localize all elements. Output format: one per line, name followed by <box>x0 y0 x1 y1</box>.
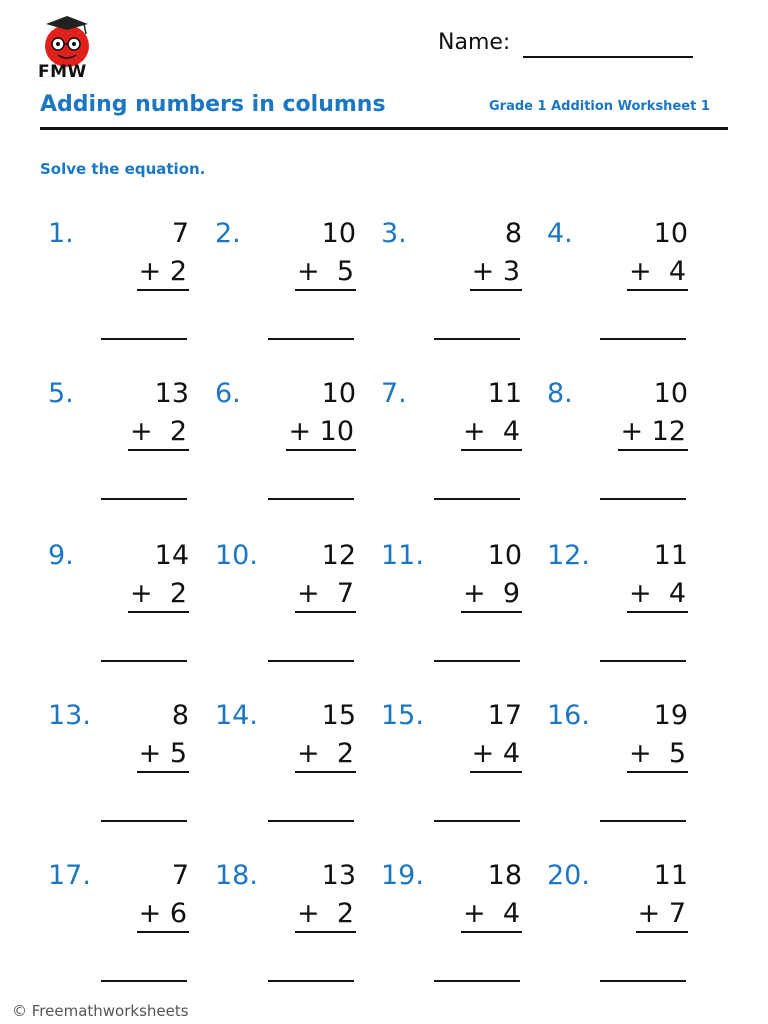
addend-top: 12 <box>321 540 356 571</box>
problem-13 <box>48 700 213 850</box>
problem-number: 12. <box>547 540 590 571</box>
addend-top: 14 <box>154 540 189 571</box>
logo-text: FMW <box>38 62 87 82</box>
answer-line[interactable] <box>434 498 520 500</box>
problem-4 <box>547 218 712 368</box>
addend-top: 8 <box>504 218 522 249</box>
addend-top: 17 <box>487 700 522 731</box>
answer-line[interactable] <box>434 338 520 340</box>
problem-16 <box>547 700 712 850</box>
addend-top: 10 <box>653 218 688 249</box>
addend-bottom: + 7 <box>636 898 688 933</box>
answer-line[interactable] <box>101 820 187 822</box>
problem-number: 7. <box>381 378 407 409</box>
problem-3 <box>381 218 546 368</box>
problem-number: 20. <box>547 860 590 891</box>
problem-2 <box>215 218 380 368</box>
name-field-line[interactable] <box>523 56 693 58</box>
addend-top: 10 <box>653 378 688 409</box>
answer-line[interactable] <box>268 820 354 822</box>
problem-number: 3. <box>381 218 407 249</box>
problem-9 <box>48 540 213 690</box>
addend-bottom: + 10 <box>286 416 356 451</box>
problem-number: 2. <box>215 218 241 249</box>
addend-bottom: + 5 <box>137 738 189 773</box>
problem-10 <box>215 540 380 690</box>
problem-number: 19. <box>381 860 424 891</box>
addend-bottom: + 4 <box>627 578 688 613</box>
copyright-footer: © Freemathworksheets <box>12 1002 189 1020</box>
problem-number: 16. <box>547 700 590 731</box>
answer-line[interactable] <box>600 498 686 500</box>
answer-line[interactable] <box>600 980 686 982</box>
problem-15 <box>381 700 546 850</box>
answer-line[interactable] <box>268 498 354 500</box>
problem-20 <box>547 860 712 1010</box>
answer-line[interactable] <box>101 338 187 340</box>
problem-number: 8. <box>547 378 573 409</box>
addend-bottom: + 4 <box>461 898 522 933</box>
instruction-text: Solve the equation. <box>40 160 206 178</box>
addend-bottom: + 12 <box>618 416 688 451</box>
addend-bottom: + 2 <box>128 578 189 613</box>
addend-bottom: + 4 <box>461 416 522 451</box>
problem-12 <box>547 540 712 690</box>
addend-top: 13 <box>321 860 356 891</box>
answer-line[interactable] <box>268 660 354 662</box>
answer-line[interactable] <box>101 980 187 982</box>
answer-line[interactable] <box>434 980 520 982</box>
problem-number: 17. <box>48 860 91 891</box>
addend-top: 10 <box>321 218 356 249</box>
problem-14 <box>215 700 380 850</box>
problem-number: 13. <box>48 700 91 731</box>
addend-bottom: + 4 <box>470 738 522 773</box>
problem-8 <box>547 378 712 528</box>
problem-number: 9. <box>48 540 74 571</box>
problem-number: 14. <box>215 700 258 731</box>
addend-bottom: + 2 <box>137 256 189 291</box>
addend-bottom: + 2 <box>128 416 189 451</box>
problem-number: 15. <box>381 700 424 731</box>
problem-number: 1. <box>48 218 74 249</box>
answer-line[interactable] <box>600 660 686 662</box>
addend-top: 8 <box>171 700 189 731</box>
addend-top: 10 <box>321 378 356 409</box>
addend-bottom: + 5 <box>627 738 688 773</box>
problem-1 <box>48 218 213 368</box>
addend-top: 13 <box>154 378 189 409</box>
problem-7 <box>381 378 546 528</box>
addend-top: 7 <box>171 860 189 891</box>
addend-top: 19 <box>653 700 688 731</box>
problem-6 <box>215 378 380 528</box>
addend-top: 11 <box>487 378 522 409</box>
addend-bottom: + 6 <box>137 898 189 933</box>
addend-bottom: + 3 <box>470 256 522 291</box>
problem-number: 10. <box>215 540 258 571</box>
problem-number: 5. <box>48 378 74 409</box>
header-divider <box>40 127 728 130</box>
name-label: Name: <box>438 30 511 55</box>
addend-bottom: + 4 <box>627 256 688 291</box>
answer-line[interactable] <box>101 498 187 500</box>
answer-line[interactable] <box>268 980 354 982</box>
problem-18 <box>215 860 380 1010</box>
answer-line[interactable] <box>434 820 520 822</box>
addend-bottom: + 5 <box>295 256 356 291</box>
answer-line[interactable] <box>101 660 187 662</box>
addend-bottom: + 2 <box>295 738 356 773</box>
addend-bottom: + 7 <box>295 578 356 613</box>
addend-bottom: + 2 <box>295 898 356 933</box>
addend-top: 10 <box>487 540 522 571</box>
addend-bottom: + 9 <box>461 578 522 613</box>
problem-number: 11. <box>381 540 424 571</box>
problem-17 <box>48 860 213 1010</box>
worksheet-title: Adding numbers in columns <box>40 92 386 117</box>
addend-top: 18 <box>487 860 522 891</box>
addend-top: 15 <box>321 700 356 731</box>
problem-number: 18. <box>215 860 258 891</box>
addend-top: 11 <box>653 860 688 891</box>
problem-11 <box>381 540 546 690</box>
answer-line[interactable] <box>600 338 686 340</box>
addend-top: 11 <box>653 540 688 571</box>
problem-number: 6. <box>215 378 241 409</box>
addend-top: 7 <box>171 218 189 249</box>
worksheet-subtitle: Grade 1 Addition Worksheet 1 <box>489 99 710 114</box>
answer-line[interactable] <box>434 660 520 662</box>
problem-5 <box>48 378 213 528</box>
answer-line[interactable] <box>600 820 686 822</box>
problem-19 <box>381 860 546 1010</box>
answer-line[interactable] <box>268 338 354 340</box>
problem-number: 4. <box>547 218 573 249</box>
